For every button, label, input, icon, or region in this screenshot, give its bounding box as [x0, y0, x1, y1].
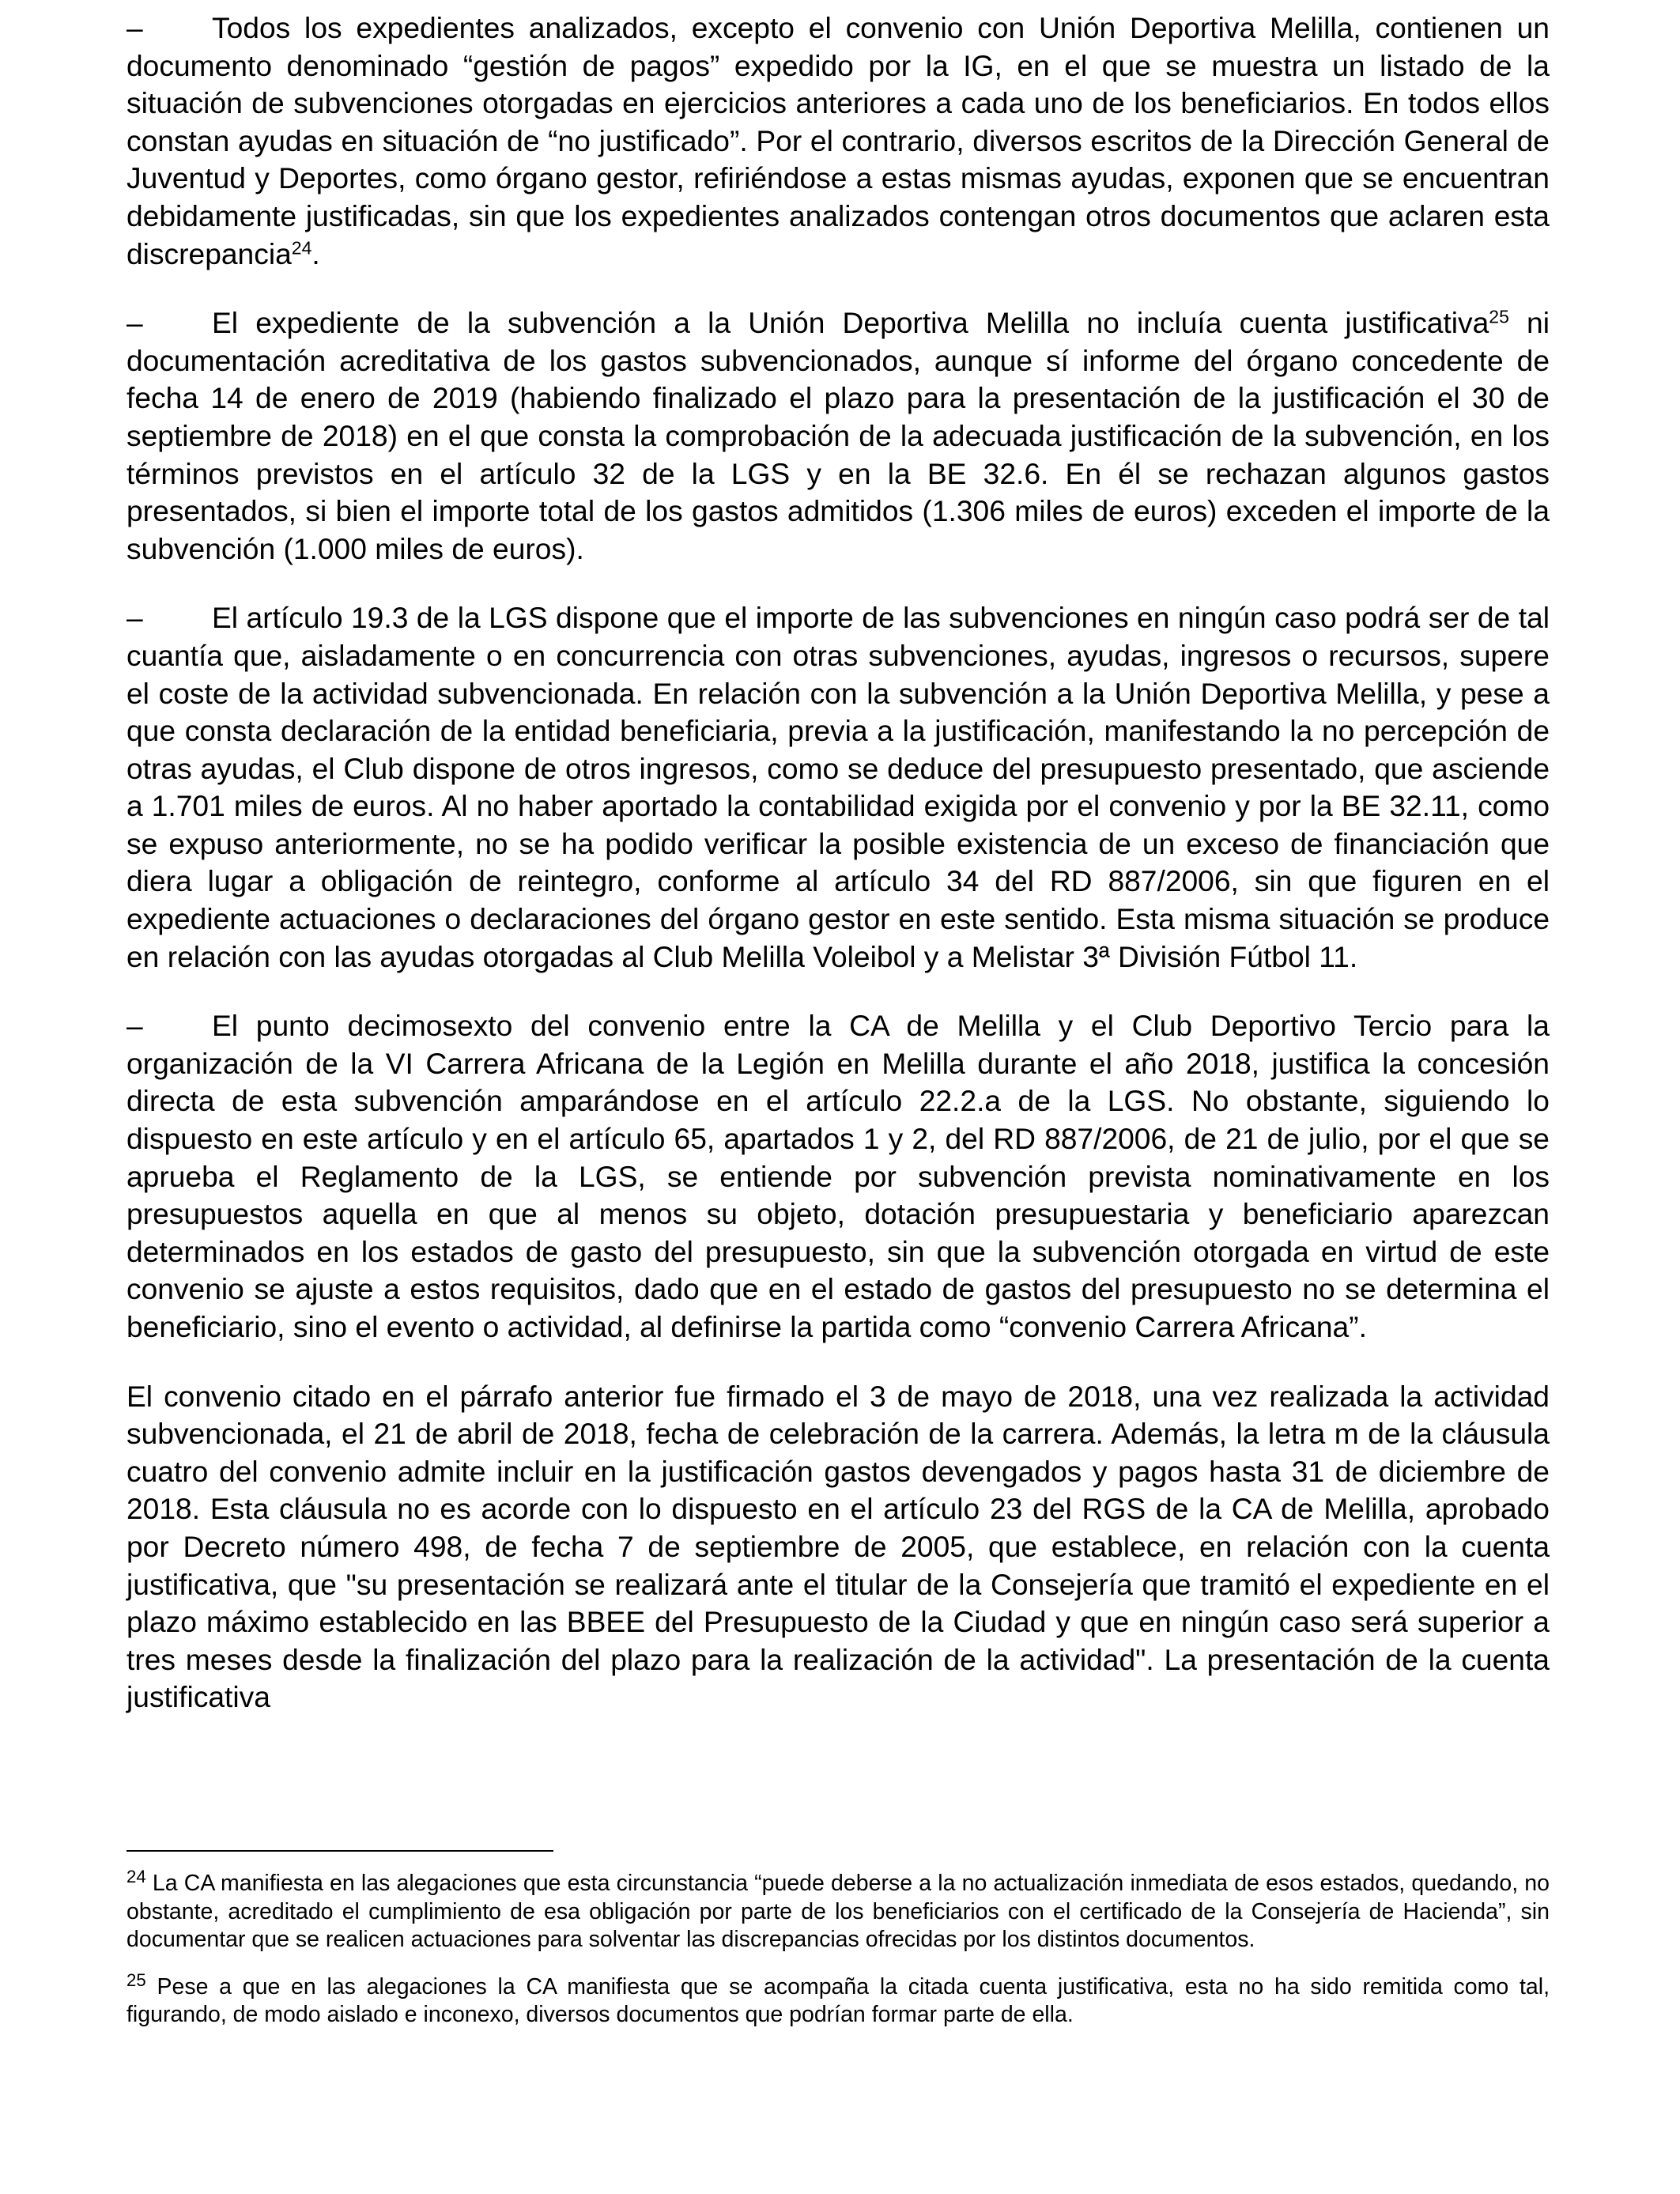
paragraph-text: El punto decimosexto del convenio entre la CA de Melilla y el Club Deportivo Tercio para la organización de la VI Carrera Africana de la Legión en Melilla durante el año 2018, justifica la concesión directa de esta subvención amparándose en el artículo 22.2.a de la LGS. No obstante, siguiendo lo dispuesto en este artículo y en el artículo 65, apartados 1 y 2, del RD 887/2006, de 21 de julio, por el que se aprueba el Reglamento de la LGS, se entiende por subvención prevista nominativamente en los presupuestos aquella en que al menos su objeto, dotación presupuestaria y beneficiario aparezcan determinados en los estados de gasto del presupuesto, sin que la subvención otorgada en virtud de este convenio se ajuste a estos requisitos, dado que en el estado de gastos del presupuesto no se determina el beneficiario, sino el evento o actividad, al definirse la partida como “convenio Carrera Africana”.: [126, 1009, 1550, 1343]
paragraph-article-19-3: [126, 599, 1550, 976]
paragraph-unjustified-aid: [126, 9, 1550, 273]
footnote-separator: [126, 1850, 553, 1852]
paragraph-tail: ni documentación acreditativa de los gastos subvencionados, aunque sí informe del órgano concedente de fecha 14 de enero de 2019 (habiendo finalizado el plazo para la presentación de la justificación el 30 de septiembre de 2018) en el que consta la comprobación de la adecuada justificación de la subvención, en los términos previstos en el artículo 32 de la LGS y en la BE 32.6. En él se rechazan algunos gastos presentados, si bien el importe total de los gastos admitidos (1.306 miles de euros) exceden el importe de la subvención (1.000 miles de euros).: [126, 306, 1550, 565]
paragraph-carrera-africana: [126, 1007, 1550, 1346]
footnote-24: [126, 1867, 1550, 1954]
dash-bullet: –: [126, 601, 143, 635]
footnotes: [126, 1867, 1550, 2049]
footnote-number: 24: [126, 1867, 146, 1886]
paragraph-text: Todos los expedientes analizados, excepto el convenio con Unión Deportiva Melilla, contienen un documento denominado “gestión de pagos” expedido por la IG, en el que se muestra un listado de la situación de subvenciones otorgadas en ejercicios anteriores a cada uno de los beneficiarios. En todos ellos constan ayudas en situación de “no justificado”. Por el contrario, diversos escritos de la Dirección General de Juventud y Deportes, como órgano gestor, refiriéndose a estas mismas ayudas, exponen que se encuentran debidamente justificadas, sin que los expedientes analizados contengan otros documentos que aclaren esta discrepancia: [126, 11, 1550, 270]
footnote-text: Pese a que en las alegaciones la CA manifiesta que se acompaña la citada cuenta justificativa, esta no ha sido remitida como tal, figurando, de modo aislado e inconexo, diversos documentos que podrían formar parte de ella.: [126, 1973, 1550, 2027]
dash-bullet: –: [126, 306, 143, 340]
paragraph-text: El convenio citado en el párrafo anterior fue firmado el 3 de mayo de 2018, una vez realizada la actividad subvencionada, el 21 de abril de 2018, fecha de celebración de la carrera. Además, la letra m de la cláusula cuatro del convenio admite incluir en la justificación gastos devengados y pagos hasta 31 de diciembre de 2018. Esta cláusula no es acorde con lo dispuesto en el artículo 23 del RGS de la CA de Melilla, aprobado por Decreto número 498, de fecha 7 de septiembre de 2005, que establece, en relación con la cuenta justificativa, que "su presentación se realizará ante el titular de la Consejería que tramitó el expediente en el plazo máximo establecido en las BBEE del Presupuesto de la Ciudad y que en ningún caso será superior a tres meses desde la finalización del plazo para la realización de la actividad". La presentación de la cuenta justificativa: [126, 1379, 1550, 1714]
paragraph-union-deportiva-justification: [126, 304, 1550, 568]
paragraph-text: El artículo 19.3 de la LGS dispone que el importe de las subvenciones en ningún caso podrá ser de tal cuantía que, aisladamente o en concurrencia con otras subvenciones, ayudas, ingresos o recursos, supere el coste de la actividad subvencionada. En relación con la subvención a la Unión Deportiva Melilla, y pese a que consta declaración de la entidad beneficiaria, previa a la justificación, manifestando la no percepción de otras ayudas, el Club dispone de otros ingresos, como se deduce del presupuesto presentado, que asciende a 1.701 miles de euros. Al no haber aportado la contabilidad exigida por el convenio y por la BE 32.11, como se expuso anteriormente, no se ha podido verificar la posible existencia de un exceso de financiación que diera lugar a obligación de reintegro, conforme al artículo 34 del RD 887/2006, sin que figuren en el expediente actuaciones o declaraciones del órgano gestor en este sentido. Esta misma situación se produce en relación con las ayudas otorgadas al Club Melilla Voleibol y a Melistar 3ª División Fútbol 11.: [126, 601, 1550, 973]
dash-bullet: –: [126, 1009, 143, 1043]
footnote-number: 25: [126, 1969, 146, 1990]
footnote-text: La CA manifiesta en las alegaciones que esta circunstancia “puede deberse a la no actualización inmediata de esos estados, quedando, no obstante, acreditado el cumplimiento de esa obligación por parte de los beneficiarios con el certificado de la Consejería de Hacienda”, sin documentar que se realicen actuaciones para solventar las discrepancias ofrecidas por los distintos documentos.: [126, 1871, 1550, 1952]
paragraph-tail: .: [311, 236, 320, 270]
paragraph-text: El expediente de la subvención a la Unión Deportiva Melilla no incluía cuenta justificativa: [212, 306, 1489, 340]
dash-bullet: –: [126, 11, 143, 44]
footnote-ref-24: 24: [291, 236, 312, 258]
footnote-25: [126, 1969, 1550, 2030]
document-body: [126, 9, 1550, 1748]
paragraph-convenio-signature: [126, 1378, 1550, 1716]
footnote-ref-25: 25: [1489, 306, 1509, 327]
